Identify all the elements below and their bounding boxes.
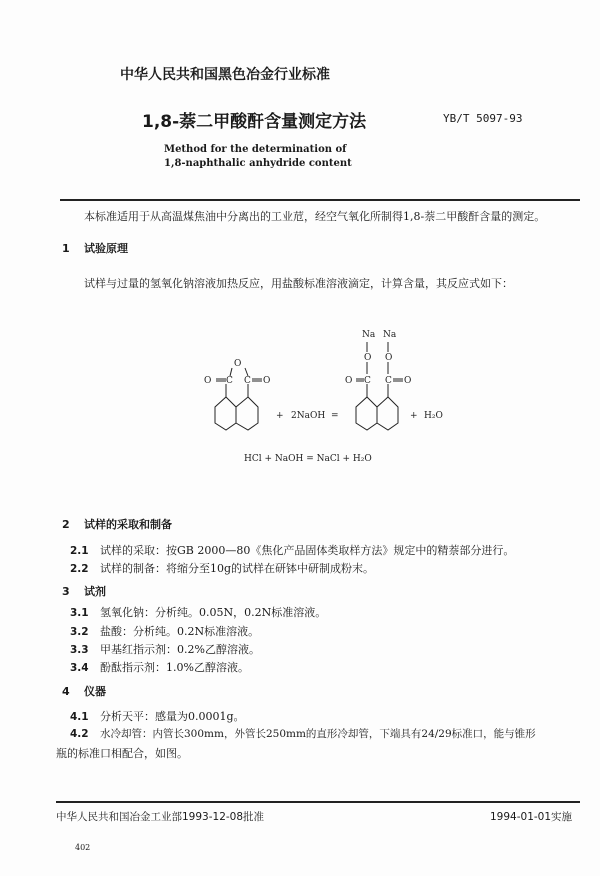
bond-line xyxy=(377,397,398,430)
bond-line xyxy=(215,397,236,430)
bond-line xyxy=(245,368,248,376)
item-3-4: 3.4 酚酞指示剂：1.0%乙醇溶液。 xyxy=(70,661,249,674)
formula-label: Na xyxy=(362,330,376,340)
item-4-2-continued: 瓶的标准口相配合，如图。 xyxy=(56,747,188,760)
formula-label: C xyxy=(385,376,392,386)
bond-line xyxy=(236,397,258,430)
formula-label: O xyxy=(204,376,212,386)
doc-title: 1,8-萘二甲酸酐含量测定方法 xyxy=(142,112,367,132)
item-3-3: 3.3 甲基红指示剂：0.2%乙醇溶液。 xyxy=(70,643,260,656)
section-4-heading: 4 仪器 xyxy=(62,685,106,698)
item-4-1: 4.1 分析天平：感量为0.0001g。 xyxy=(70,710,245,723)
english-title-line2: 1,8-naphthalic anhydride content xyxy=(164,158,352,169)
formula-label: O xyxy=(364,353,372,363)
item-3-2: 3.2 盐酸：分析纯。0.2N标准溶液。 xyxy=(70,625,260,638)
formula-label: + xyxy=(276,411,284,421)
formula-label: Na xyxy=(383,330,397,340)
formula-label: + xyxy=(410,411,418,421)
english-title-line1: Method for the determination of xyxy=(164,144,347,155)
bond-line xyxy=(230,368,232,376)
formula-label: C xyxy=(244,376,251,386)
bond-line xyxy=(356,397,377,430)
intro-paragraph: 本标准适用于从高温煤焦油中分离出的工业苊，经空气氧化所制得1,8-萘二甲酸酐含量的测定。 xyxy=(84,210,546,223)
item-2-1: 2.1 试样的采取：按GB 2000—80《焦化产品固体类取样方法》规定中的精萘部分进行。 xyxy=(70,544,515,557)
header-rule xyxy=(60,199,580,201)
standard-code: YB/T 5097-93 xyxy=(443,112,523,125)
formula-label: O xyxy=(263,376,271,386)
page-number: 402 xyxy=(75,843,91,852)
water-product: H₂O xyxy=(424,411,443,421)
formula-label: O xyxy=(385,353,393,363)
item-4-2: 4.2 水冷却管：内管长300mm，外管长250mm的直形冷却管，下端具有24/29标准口，能与锥形 xyxy=(70,728,536,740)
issuing-org: 中华人民共和国黑色冶金行业标准 xyxy=(120,67,330,83)
formula-label: C xyxy=(364,376,371,386)
formula-label: O xyxy=(345,376,353,386)
section-2-heading: 2 试样的采取和制备 xyxy=(62,518,172,531)
anhydride-structure xyxy=(215,368,262,430)
item-3-1: 3.1 氢氧化钠：分析纯。0.05N，0.2N标准溶液。 xyxy=(70,606,327,619)
section-1-heading: 1 试验原理 xyxy=(62,242,128,255)
effective-date: 1994-01-01实施 xyxy=(490,811,573,823)
bridge-oxygen: O xyxy=(234,359,242,369)
section-1-text: 试样与过量的氢氧化钠溶液加热反应，用盐酸标准溶液滴定，计算含量，其反应式如下： xyxy=(84,277,513,290)
titration-equation: HCl + NaOH = NaCl + H₂O xyxy=(244,454,372,464)
footer-rule xyxy=(56,801,580,803)
formula-label: C xyxy=(226,376,233,386)
section-3-heading: 3 试剂 xyxy=(62,585,106,598)
reaction-diagram xyxy=(0,300,600,470)
formula-label: = xyxy=(331,411,339,421)
formula-label: O xyxy=(404,376,412,386)
approval-note: 中华人民共和国冶金工业部1993-12-08批准 xyxy=(56,811,265,823)
item-2-2: 2.2 试样的制备：将缩分至10g的试样在研钵中研制成粉末。 xyxy=(70,562,375,575)
reagent-naoh: 2NaOH xyxy=(291,411,326,421)
